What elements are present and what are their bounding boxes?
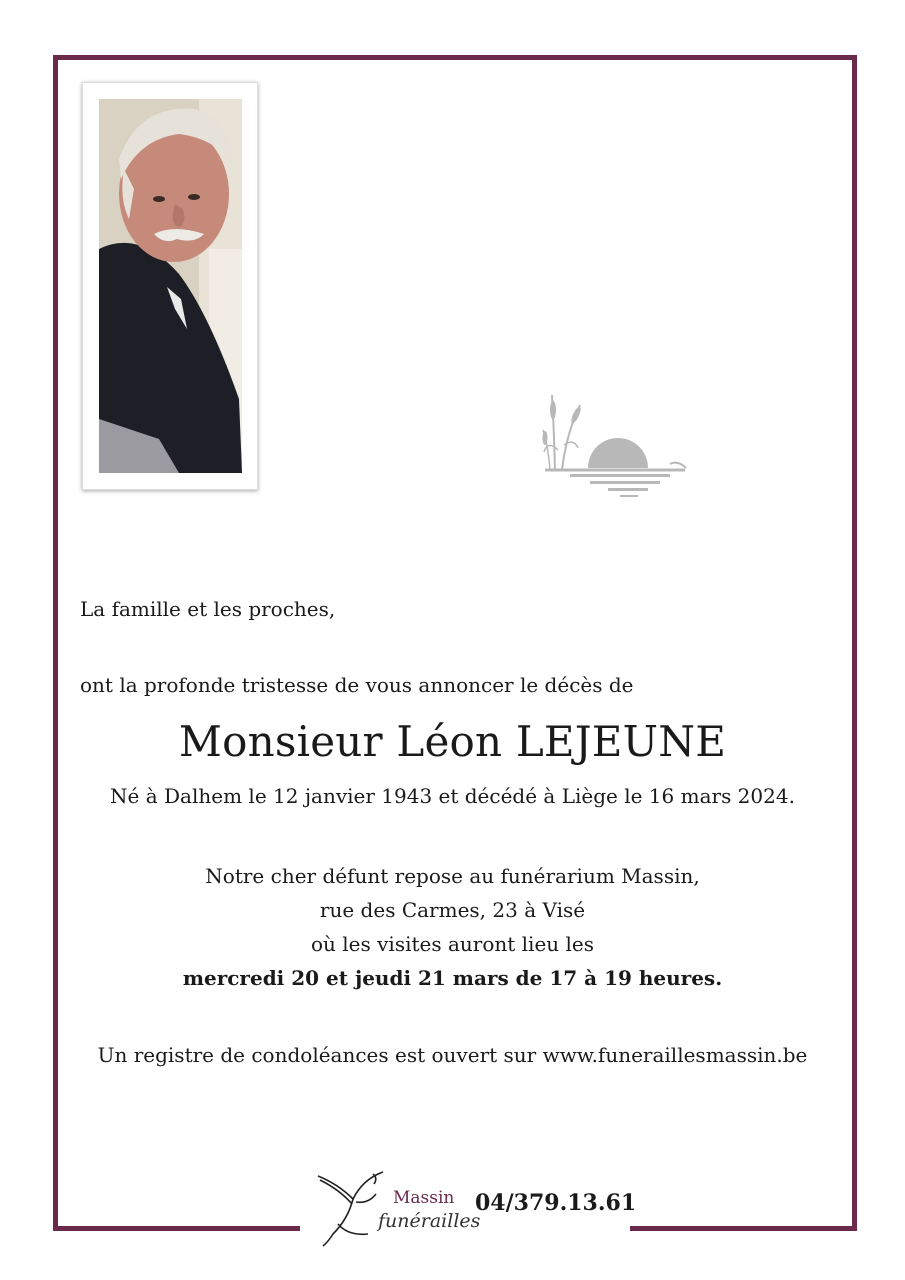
ornament <box>540 390 690 505</box>
deceased-name: Monsieur Léon LEJEUNE <box>178 717 727 766</box>
portrait-icon <box>99 99 242 473</box>
birth-death-dates: Né à Dalhem le 12 janvier 1943 et décédé à Liège le 16 mars 2024. <box>110 784 795 808</box>
footer-logo <box>300 1160 637 1250</box>
brand-massin: Massin <box>393 1188 455 1208</box>
repose-line-1: Notre cher défunt repose au funérarium Massin, <box>205 864 700 888</box>
visit-times: mercredi 20 et jeudi 21 mars de 17 à 19 heures. <box>182 966 723 990</box>
condolence-registry: Un registre de condoléances est ouvert sur www.funeraillesmassin.be <box>97 1043 808 1067</box>
brand-funerailles: funérailles <box>378 1210 481 1232</box>
repose-line-3: où les visites auront lieu les <box>310 932 595 956</box>
repose-line-2: rue des Carmes, 23 à Visé <box>319 898 586 922</box>
intro-text: La famille et les proches, <box>80 597 336 621</box>
portrait-photo <box>99 99 242 473</box>
sunset-reeds-icon <box>540 390 690 505</box>
dove-icon <box>308 1164 398 1248</box>
photo-card <box>82 82 258 490</box>
phone-number: 04/379.13.61 <box>475 1190 637 1216</box>
announce-text: ont la profonde tristesse de vous annoncer le décès de <box>80 673 634 697</box>
